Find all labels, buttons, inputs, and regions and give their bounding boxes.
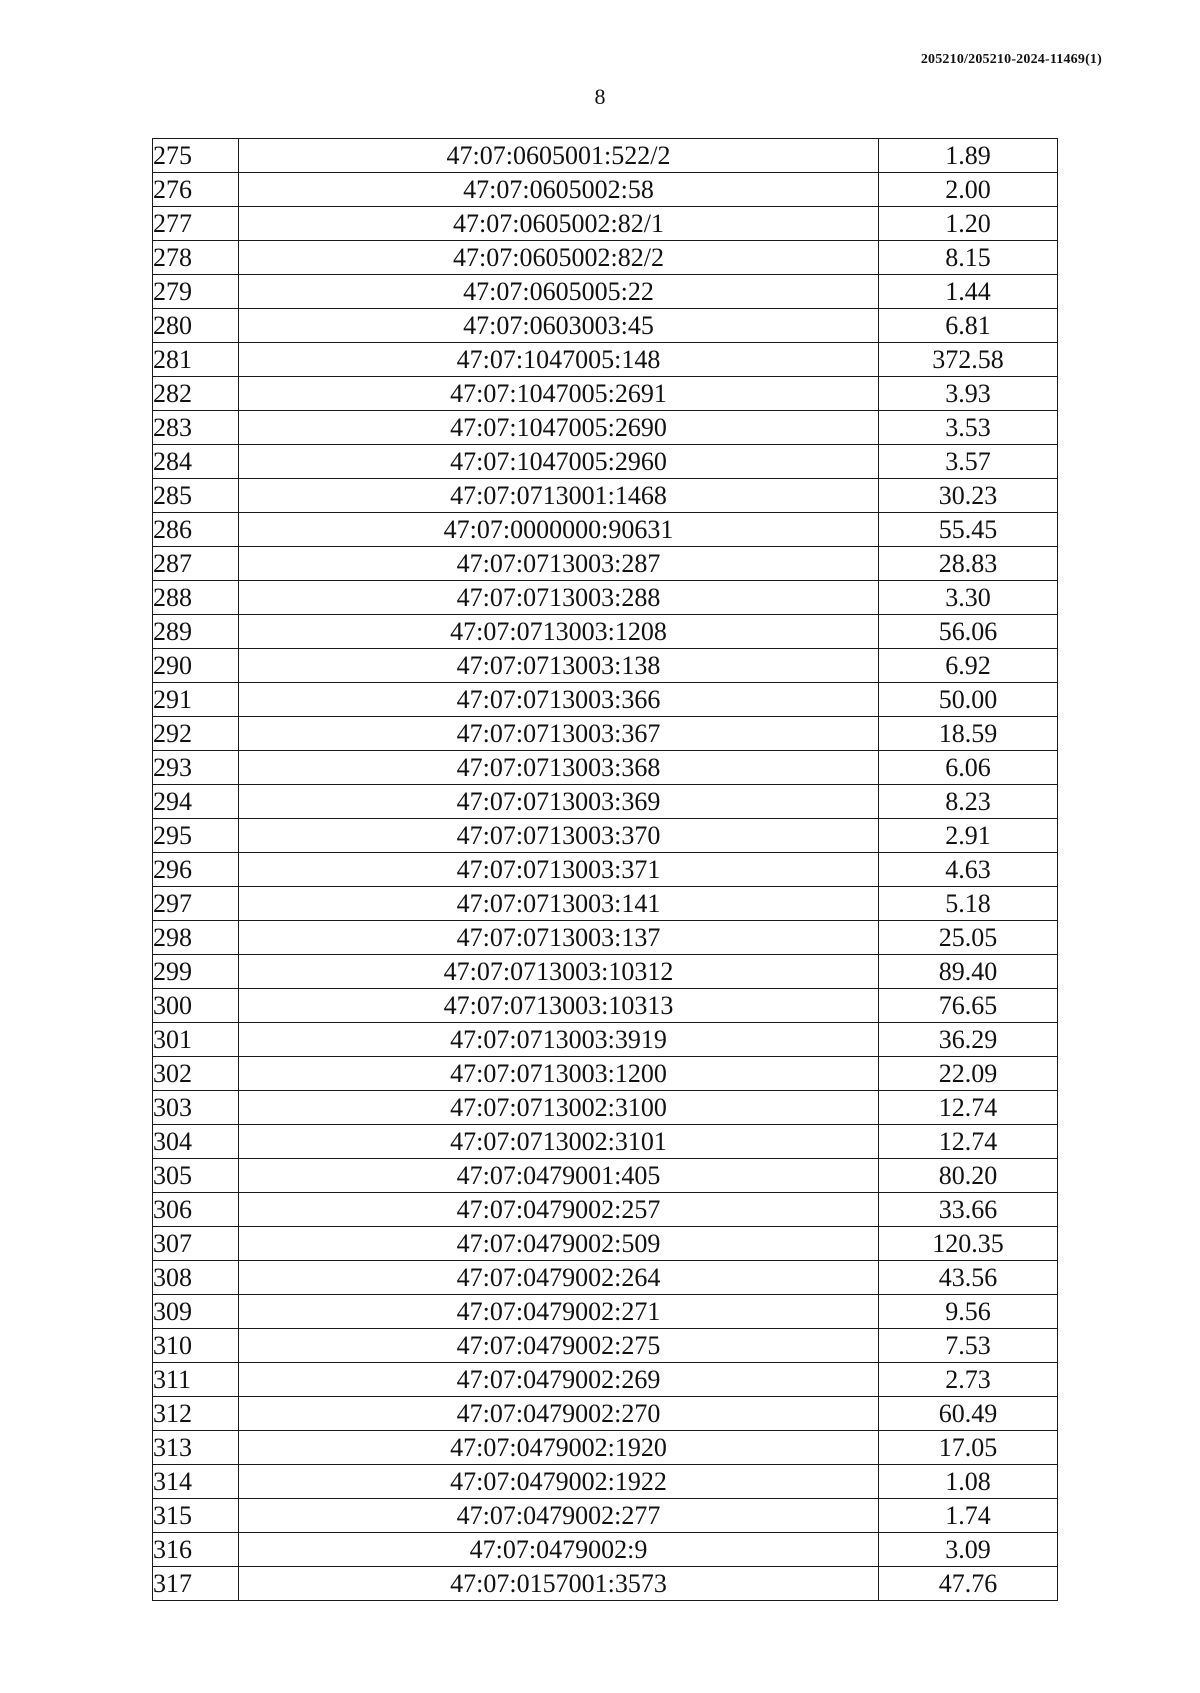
- table-row: [153, 581, 1058, 615]
- table-row: [153, 513, 1058, 547]
- cadastral-number-cell: 47:07:0000000:90631: [239, 513, 879, 547]
- row-number-cell: 306: [153, 1193, 239, 1227]
- row-number-cell: 277: [153, 207, 239, 241]
- table-row: [153, 1091, 1058, 1125]
- table-row: [153, 683, 1058, 717]
- table-row: [153, 1193, 1058, 1227]
- area-cell: 12.74: [879, 1125, 1058, 1159]
- row-number-cell: 304: [153, 1125, 239, 1159]
- cadastral-number-cell: 47:07:0479002:9: [239, 1533, 879, 1567]
- table-row: [153, 955, 1058, 989]
- row-number-cell: 279: [153, 275, 239, 309]
- row-number-cell: 285: [153, 479, 239, 513]
- cadastral-number-cell: 47:07:0713003:1208: [239, 615, 879, 649]
- cadastral-number-cell: 47:07:0479002:275: [239, 1329, 879, 1363]
- table-row: [153, 241, 1058, 275]
- cadastral-number-cell: 47:07:0713003:369: [239, 785, 879, 819]
- table-row: [153, 1023, 1058, 1057]
- area-cell: 7.53: [879, 1329, 1058, 1363]
- area-cell: 43.56: [879, 1261, 1058, 1295]
- row-number-cell: 276: [153, 173, 239, 207]
- table-body: [153, 139, 1058, 1601]
- row-number-cell: 307: [153, 1227, 239, 1261]
- cadastral-number-cell: 47:07:0479002:509: [239, 1227, 879, 1261]
- table-row: [153, 1533, 1058, 1567]
- row-number-cell: 280: [153, 309, 239, 343]
- cadastral-number-cell: 47:07:0157001:3573: [239, 1567, 879, 1601]
- area-cell: 8.15: [879, 241, 1058, 275]
- area-cell: 4.63: [879, 853, 1058, 887]
- row-number-cell: 282: [153, 377, 239, 411]
- area-cell: 60.49: [879, 1397, 1058, 1431]
- area-cell: 28.83: [879, 547, 1058, 581]
- row-number-cell: 286: [153, 513, 239, 547]
- area-cell: 3.30: [879, 581, 1058, 615]
- area-cell: 3.09: [879, 1533, 1058, 1567]
- row-number-cell: 294: [153, 785, 239, 819]
- cadastral-number-cell: 47:07:0713003:287: [239, 547, 879, 581]
- area-cell: 372.58: [879, 343, 1058, 377]
- row-number-cell: 301: [153, 1023, 239, 1057]
- cadastral-number-cell: 47:07:0713003:367: [239, 717, 879, 751]
- document-id: 205210/205210-2024-11469(1): [920, 52, 1102, 67]
- table-row: [153, 1057, 1058, 1091]
- cadastral-number-cell: 47:07:0479002:270: [239, 1397, 879, 1431]
- cadastral-number-cell: 47:07:0713003:1200: [239, 1057, 879, 1091]
- area-cell: 3.93: [879, 377, 1058, 411]
- row-number-cell: 296: [153, 853, 239, 887]
- cadastral-number-cell: 47:07:0713003:370: [239, 819, 879, 853]
- cadastral-number-cell: 47:07:0479002:257: [239, 1193, 879, 1227]
- row-number-cell: 278: [153, 241, 239, 275]
- row-number-cell: 303: [153, 1091, 239, 1125]
- table-row: [153, 207, 1058, 241]
- cadastral-number-cell: 47:07:0479002:277: [239, 1499, 879, 1533]
- page-number: 8: [594, 84, 606, 109]
- cadastral-number-cell: 47:07:1047005:2691: [239, 377, 879, 411]
- row-number-cell: 315: [153, 1499, 239, 1533]
- table-row: [153, 921, 1058, 955]
- row-number-cell: 283: [153, 411, 239, 445]
- area-cell: 5.18: [879, 887, 1058, 921]
- table-row: [153, 1397, 1058, 1431]
- area-cell: 2.91: [879, 819, 1058, 853]
- area-cell: 50.00: [879, 683, 1058, 717]
- area-cell: 1.08: [879, 1465, 1058, 1499]
- cadastral-number-cell: 47:07:0479002:1920: [239, 1431, 879, 1465]
- row-number-cell: 311: [153, 1363, 239, 1397]
- area-cell: 6.06: [879, 751, 1058, 785]
- row-number-cell: 302: [153, 1057, 239, 1091]
- cadastral-number-cell: 47:07:0605002:82/2: [239, 241, 879, 275]
- table-row: [153, 1227, 1058, 1261]
- cadastral-number-cell: 47:07:0479002:264: [239, 1261, 879, 1295]
- table-row: [153, 377, 1058, 411]
- cadastral-table: [152, 138, 1058, 1601]
- row-number-cell: 281: [153, 343, 239, 377]
- cadastral-number-cell: 47:07:0603003:45: [239, 309, 879, 343]
- area-cell: 3.53: [879, 411, 1058, 445]
- cadastral-number-cell: 47:07:0605001:522/2: [239, 139, 879, 173]
- table-row: [153, 309, 1058, 343]
- row-number-cell: 287: [153, 547, 239, 581]
- row-number-cell: 284: [153, 445, 239, 479]
- area-cell: 2.73: [879, 1363, 1058, 1397]
- table-row: [153, 887, 1058, 921]
- row-number-cell: 298: [153, 921, 239, 955]
- area-cell: 1.44: [879, 275, 1058, 309]
- area-cell: 12.74: [879, 1091, 1058, 1125]
- row-number-cell: 293: [153, 751, 239, 785]
- area-cell: 55.45: [879, 513, 1058, 547]
- row-number-cell: 290: [153, 649, 239, 683]
- cadastral-number-cell: 47:07:0713003:138: [239, 649, 879, 683]
- area-cell: 18.59: [879, 717, 1058, 751]
- row-number-cell: 317: [153, 1567, 239, 1601]
- row-number-cell: 314: [153, 1465, 239, 1499]
- table-row: [153, 853, 1058, 887]
- row-number-cell: 312: [153, 1397, 239, 1431]
- area-cell: 30.23: [879, 479, 1058, 513]
- cadastral-number-cell: 47:07:0479002:269: [239, 1363, 879, 1397]
- table-row: [153, 717, 1058, 751]
- row-number-cell: 300: [153, 989, 239, 1023]
- table-row: [153, 1125, 1058, 1159]
- area-cell: 80.20: [879, 1159, 1058, 1193]
- table-row: [153, 1329, 1058, 1363]
- area-cell: 120.35: [879, 1227, 1058, 1261]
- table-row: [153, 1261, 1058, 1295]
- cadastral-number-cell: 47:07:0713003:368: [239, 751, 879, 785]
- area-cell: 6.92: [879, 649, 1058, 683]
- table-row: [153, 139, 1058, 173]
- row-number-cell: 308: [153, 1261, 239, 1295]
- area-cell: 56.06: [879, 615, 1058, 649]
- row-number-cell: 309: [153, 1295, 239, 1329]
- table-row: [153, 275, 1058, 309]
- cadastral-number-cell: 47:07:0605005:22: [239, 275, 879, 309]
- cadastral-number-cell: 47:07:0479002:271: [239, 1295, 879, 1329]
- area-cell: 36.29: [879, 1023, 1058, 1057]
- cadastral-number-cell: 47:07:0605002:82/1: [239, 207, 879, 241]
- row-number-cell: 316: [153, 1533, 239, 1567]
- row-number-cell: 291: [153, 683, 239, 717]
- area-cell: 9.56: [879, 1295, 1058, 1329]
- row-number-cell: 297: [153, 887, 239, 921]
- table-row: [153, 785, 1058, 819]
- area-cell: 22.09: [879, 1057, 1058, 1091]
- row-number-cell: 288: [153, 581, 239, 615]
- table-row: [153, 989, 1058, 1023]
- cadastral-number-cell: 47:07:1047005:2690: [239, 411, 879, 445]
- table-row: [153, 1363, 1058, 1397]
- cadastral-number-cell: 47:07:0713003:141: [239, 887, 879, 921]
- cadastral-number-cell: 47:07:0713003:288: [239, 581, 879, 615]
- row-number-cell: 289: [153, 615, 239, 649]
- cadastral-number-cell: 47:07:1047005:148: [239, 343, 879, 377]
- table-row: [153, 343, 1058, 377]
- cadastral-number-cell: 47:07:0713001:1468: [239, 479, 879, 513]
- row-number-cell: 292: [153, 717, 239, 751]
- table-row: [153, 1431, 1058, 1465]
- cadastral-number-cell: 47:07:0713003:10313: [239, 989, 879, 1023]
- table-row: [153, 445, 1058, 479]
- cadastral-number-cell: 47:07:0713002:3100: [239, 1091, 879, 1125]
- table-row: [153, 1159, 1058, 1193]
- area-cell: 6.81: [879, 309, 1058, 343]
- row-number-cell: 299: [153, 955, 239, 989]
- area-cell: 1.74: [879, 1499, 1058, 1533]
- table-row: [153, 751, 1058, 785]
- cadastral-number-cell: 47:07:0713002:3101: [239, 1125, 879, 1159]
- table-row: [153, 547, 1058, 581]
- cadastral-number-cell: 47:07:0713003:366: [239, 683, 879, 717]
- cadastral-number-cell: 47:07:0605002:58: [239, 173, 879, 207]
- table-row: [153, 411, 1058, 445]
- table-row: [153, 615, 1058, 649]
- table-row: [153, 1567, 1058, 1601]
- cadastral-number-cell: 47:07:0479002:1922: [239, 1465, 879, 1499]
- area-cell: 47.76: [879, 1567, 1058, 1601]
- table-row: [153, 173, 1058, 207]
- table-row: [153, 479, 1058, 513]
- area-cell: 17.05: [879, 1431, 1058, 1465]
- cadastral-number-cell: 47:07:0713003:137: [239, 921, 879, 955]
- table-row: [153, 1465, 1058, 1499]
- row-number-cell: 313: [153, 1431, 239, 1465]
- area-cell: 89.40: [879, 955, 1058, 989]
- area-cell: 8.23: [879, 785, 1058, 819]
- area-cell: 2.00: [879, 173, 1058, 207]
- cadastral-number-cell: 47:07:0713003:3919: [239, 1023, 879, 1057]
- row-number-cell: 310: [153, 1329, 239, 1363]
- cadastral-number-cell: 47:07:0479001:405: [239, 1159, 879, 1193]
- table-row: [153, 819, 1058, 853]
- table-row: [153, 1499, 1058, 1533]
- area-cell: 1.89: [879, 139, 1058, 173]
- area-cell: 1.20: [879, 207, 1058, 241]
- table-row: [153, 649, 1058, 683]
- table-row: [153, 1295, 1058, 1329]
- cadastral-number-cell: 47:07:0713003:371: [239, 853, 879, 887]
- area-cell: 76.65: [879, 989, 1058, 1023]
- area-cell: 25.05: [879, 921, 1058, 955]
- area-cell: 3.57: [879, 445, 1058, 479]
- area-cell: 33.66: [879, 1193, 1058, 1227]
- cadastral-number-cell: 47:07:0713003:10312: [239, 955, 879, 989]
- cadastral-number-cell: 47:07:1047005:2960: [239, 445, 879, 479]
- row-number-cell: 275: [153, 139, 239, 173]
- row-number-cell: 305: [153, 1159, 239, 1193]
- row-number-cell: 295: [153, 819, 239, 853]
